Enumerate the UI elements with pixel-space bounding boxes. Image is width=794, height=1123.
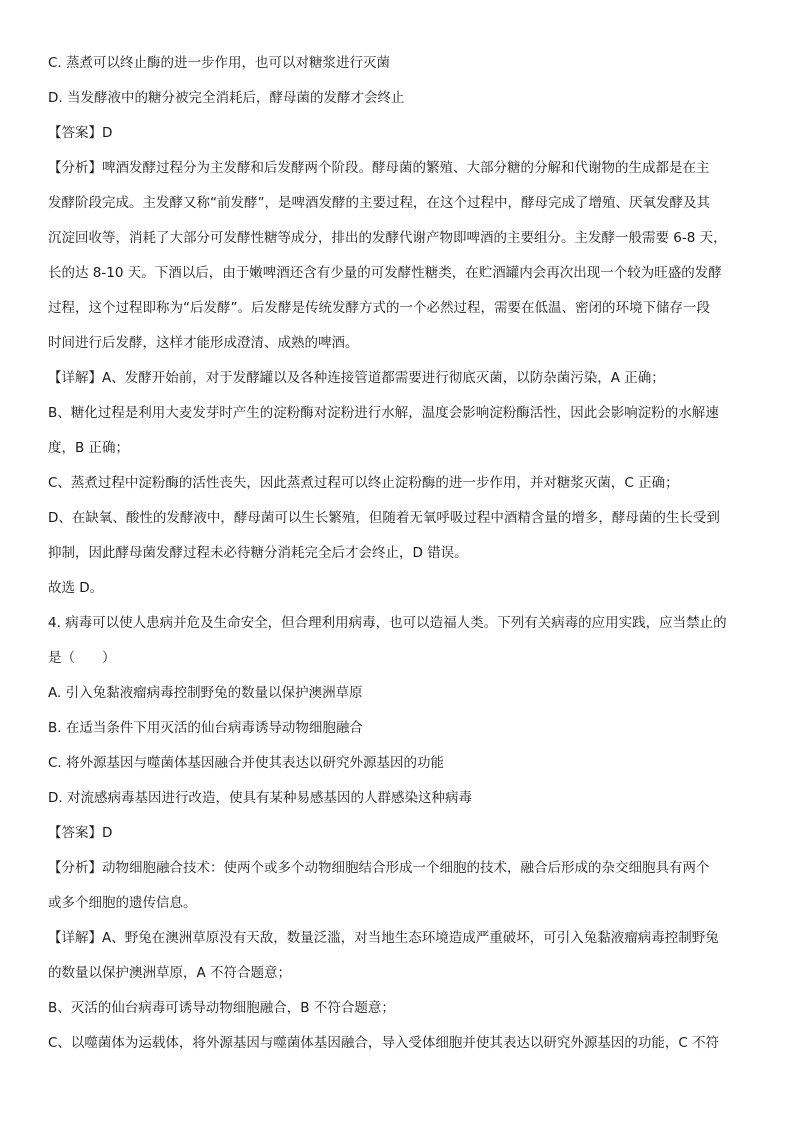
answer-label: 【答案】D xyxy=(48,125,113,141)
question-4-option-c: C. 将外源基因与噬菌体基因融合并使其表达以研究外源基因的功能 xyxy=(48,755,445,771)
detail-item-d-line: 抑制，因此酵母菌发酵过程未必待糖分消耗完全后才会终止，D 错误。 xyxy=(48,545,468,561)
analysis-paragraph-line: 长的达 8-10 天。下酒以后，由于嫩啤酒还含有少量的可发酵性糖类，在贮酒罐内会再次出现一个较为旺盛的发酵 xyxy=(48,265,722,281)
analysis-paragraph-line: 沉淀回收等，消耗了大部分可发酵性糖等成分，排出的发酵代谢产物即啤酒的主要组分。主发酵一般需要 6-8 天， xyxy=(48,230,727,246)
analysis-2-line: 【分析】动物细胞融合技术：使两个或多个动物细胞结合形成一个细胞的技术，融合后形成的杂交细胞具有两个 xyxy=(48,860,710,876)
answer-label: 【答案】D xyxy=(48,825,113,841)
analysis-paragraph-line: 时间进行后发酵，这样才能形成澄清、成熟的啤酒。 xyxy=(48,335,359,351)
detail-item-a: 【详解】A、发酵开始前，对于发酵罐以及各种连接管道都需要进行彻底灭菌，以防杂菌污染，A 正确； xyxy=(48,370,665,386)
question-4-stem-line: 是（ ） xyxy=(48,650,116,666)
question-4-option-b: B. 在适当条件下用灭活的仙台病毒诱导动物细胞融合 xyxy=(48,720,363,736)
detail-item-c: C、蒸煮过程中淀粉酶的活性丧失，因此蒸煮过程可以终止淀粉酶的进一步作用，并对糖浆灭菌，C 正确； xyxy=(48,475,679,491)
document-page xyxy=(48,52,768,1055)
detail-2-item-a-line: 【详解】A、野兔在澳洲草原没有天敌，数量泛滥，对当地生态环境造成严重破坏，可引入兔黏液瘤病毒控制野兔 xyxy=(48,930,719,946)
analysis-paragraph-line: 过程，这个过程即称为“后发酵”。后发酵是传统发酵方式的一个必然过程，需要在低温、密闭的环境下储存一段 xyxy=(48,300,710,316)
option-d-text: D. 当发酵液中的糖分被完全消耗后，酵母菌的发酵才会终止 xyxy=(48,90,405,106)
question-4-option-d: D. 对流感病毒基因进行改造，使具有某种易感基因的人群感染这种病毒 xyxy=(48,790,472,806)
analysis-2-line: 或多个细胞的遗传信息。 xyxy=(48,895,197,911)
option-c-text: C. 蒸煮可以终止酶的进一步作用，也可以对糖浆进行灭菌 xyxy=(48,55,391,71)
detail-item-b-line: 度，B 正确； xyxy=(48,440,130,456)
detail-item-d-line: D、在缺氧、酸性的发酵液中，酵母菌可以生长繁殖，但随着无氧呼吸过程中酒精含量的增多，酵母菌的生长受到 xyxy=(48,510,720,526)
question-4-option-a: A. 引入兔黏液瘤病毒控制野兔的数量以保护澳洲草原 xyxy=(48,685,363,701)
detail-2-item-c: C、以噬菌体为运载体，将外源基因与噬菌体基因融合，导入受体细胞并使其表达以研究外源基因的功能，C 不符 xyxy=(48,1035,720,1051)
analysis-paragraph-line: 发酵阶段完成。主发酵又称“前发酵”，是啤酒发酵的主要过程，在这个过程中，酵母完成了增殖、厌氧发酵及其 xyxy=(48,195,710,211)
analysis-paragraph-line: 【分析】啤酒发酵过程分为主发酵和后发酵两个阶段。酵母菌的繁殖、大部分糖的分解和代谢物的生成都是在主 xyxy=(48,160,710,176)
detail-item-b-line: B、糖化过程是利用大麦发芽时产生的淀粉酶对淀粉进行水解，温度会影响淀粉酶活性，因此会影响淀粉的水解速 xyxy=(48,405,719,421)
conclusion-text: 故选 D。 xyxy=(48,580,104,596)
detail-2-item-a-line: 的数量以保护澳洲草原，A 不符合题意； xyxy=(48,965,292,981)
question-4-stem-line: 4. 病毒可以使人患病并危及生命安全，但合理利用病毒，也可以造福人类。下列有关病毒的应用实践，应当禁止的 xyxy=(48,615,727,631)
detail-2-item-b: B、灭活的仙台病毒可诱导动物细胞融合，B 不符合题意； xyxy=(48,1000,395,1016)
